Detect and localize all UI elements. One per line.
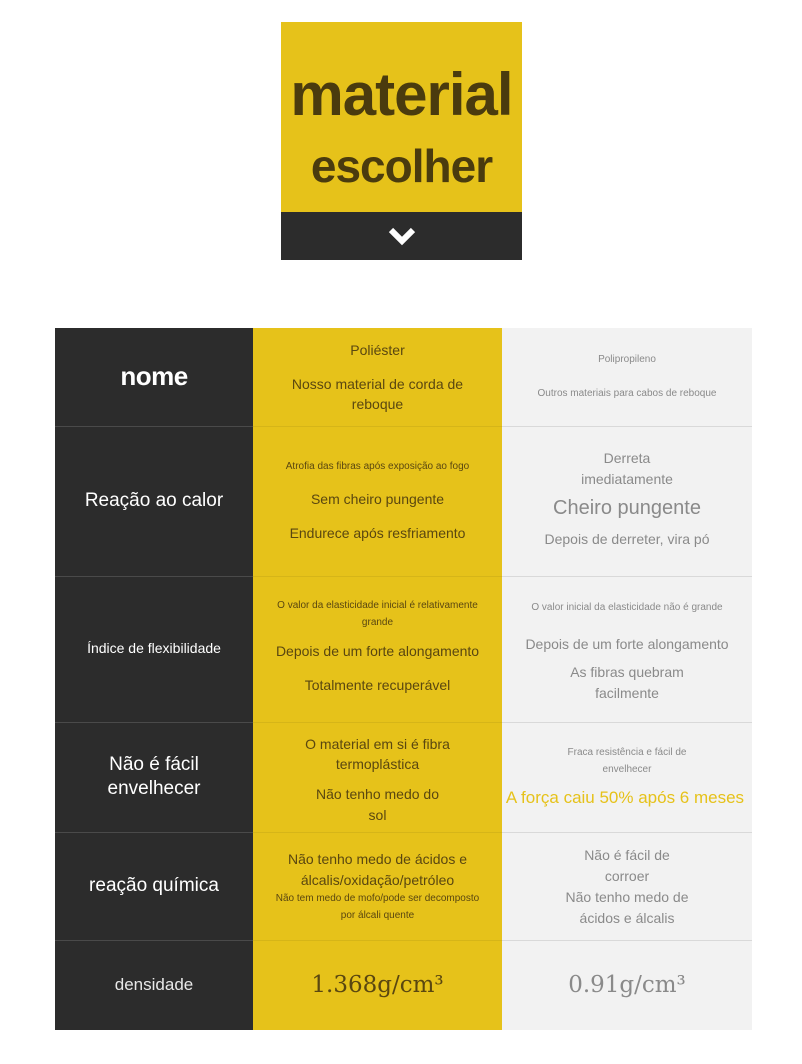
row-label <box>55 940 253 1030</box>
ours-cell <box>253 328 502 426</box>
row-label-text: Reação ao calor <box>84 490 224 511</box>
row-label <box>55 328 253 426</box>
cell-text: Atrofia das fibras após exposição ao fogo <box>285 461 470 472</box>
row-label-text: densidade <box>114 975 194 995</box>
cell-text: grande <box>361 617 394 628</box>
other-cell <box>502 722 752 832</box>
cell-text: Não tem medo de mofo/pode ser decomposto <box>275 892 480 904</box>
density-value: 0.91g/cm³ <box>568 972 686 999</box>
cell-text: O valor da elasticidade inicial é relativamente <box>277 600 478 611</box>
cell-text: imediatamente <box>581 471 673 487</box>
ours-cell <box>253 576 502 722</box>
ours-cell <box>253 940 502 1030</box>
row-label <box>55 722 253 832</box>
other-cell <box>502 328 752 426</box>
table-row <box>55 722 752 832</box>
cell-text: envelhecer <box>602 764 652 775</box>
cell-text: sol <box>368 807 387 823</box>
table-row <box>55 426 752 576</box>
cell-text: Depois de um forte alongamento <box>275 643 480 659</box>
comparison-table <box>55 328 752 1030</box>
table-row <box>55 328 752 426</box>
cell-text: ácidos e álcalis <box>579 909 675 926</box>
cell-text: Outros materiais para cabos de reboque <box>537 387 717 399</box>
header-chevron-bar <box>281 212 522 260</box>
cell-text: Cheiro pungente <box>553 497 701 519</box>
cell-text: Totalmente recuperável <box>304 677 451 693</box>
cell-text: O valor inicial da elasticidade não é grande <box>531 602 723 613</box>
header-title-line1: material <box>290 61 513 128</box>
other-cell <box>502 832 752 940</box>
cell-text: Polipropileno <box>598 353 656 365</box>
other-cell <box>502 426 752 576</box>
header-title-line2: escolher <box>310 140 493 192</box>
cell-text: Não é fácil de <box>584 846 670 863</box>
cell-text: por álcali quente <box>340 909 415 921</box>
cell-text: Sem cheiro pungente <box>310 491 445 507</box>
cell-text: Derreta <box>603 450 651 466</box>
row-label-text: nome <box>120 361 188 392</box>
cell-text: Depois de um forte alongamento <box>525 636 729 652</box>
cell-text: Endurece após resfriamento <box>289 525 466 541</box>
cell-text: Poliéster <box>350 341 405 358</box>
cell-text: facilmente <box>595 685 659 701</box>
cell-text: Não tenho medo de <box>565 888 689 905</box>
header-card <box>281 22 522 260</box>
row-label-text: Índice de flexibilidade <box>87 640 221 656</box>
header-title-block <box>281 22 522 212</box>
cell-text: Depois de derreter, vira pó <box>544 531 710 547</box>
row-label-text: reação química <box>89 875 219 896</box>
ours-cell <box>253 832 502 940</box>
cell-text: Nosso material de corda de reboque <box>291 375 464 412</box>
cell-text: Não tenho medo do <box>316 786 439 802</box>
density-value: 1.368g/cm³ <box>311 972 444 999</box>
cell-text: O material em si é fibra termoplástica <box>305 736 450 772</box>
table-row <box>55 576 752 722</box>
table-row <box>55 940 752 1030</box>
ours-cell <box>253 722 502 832</box>
other-cell <box>502 576 752 722</box>
cell-text: Fraca resistência e fácil de <box>567 747 687 758</box>
row-label-text: Não é fácil <box>109 754 199 775</box>
cell-text: Não tenho medo de ácidos e <box>287 850 467 867</box>
table-row <box>55 832 752 940</box>
row-label <box>55 426 253 576</box>
chevron-down-icon <box>387 225 417 247</box>
cell-accent-text: A força caiu 50% após 6 meses <box>505 788 745 807</box>
ours-cell <box>253 426 502 576</box>
cell-text: álcalis/oxidação/petróleo <box>300 871 455 888</box>
row-label <box>55 576 253 722</box>
cell-text: As fibras quebram <box>570 664 684 680</box>
row-label-text: envelhecer <box>107 778 201 799</box>
row-label <box>55 832 253 940</box>
other-cell <box>502 940 752 1030</box>
cell-text: corroer <box>604 867 650 884</box>
